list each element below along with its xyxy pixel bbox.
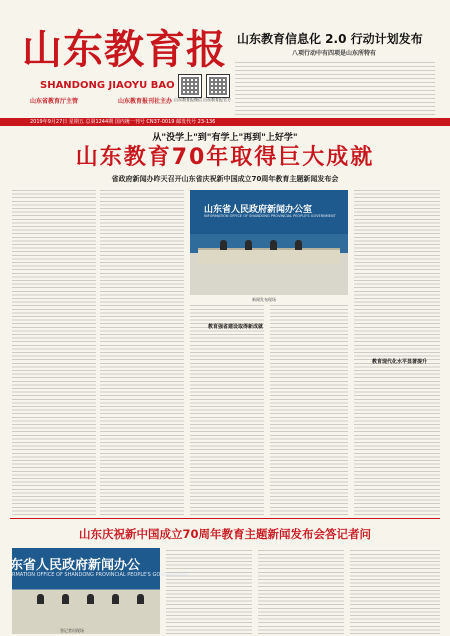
press-conference-photo[interactable]	[190, 190, 348, 295]
lead-article-title[interactable]: 山东教育信息化 2.0 行动计划发布	[237, 32, 423, 46]
article-column	[166, 548, 252, 634]
article-column	[12, 190, 96, 515]
speaker-figure	[87, 594, 94, 604]
speaker-figure	[245, 240, 252, 250]
sponsor-left: 山东省教育厅主管	[30, 98, 79, 105]
bottom-headline[interactable]: 山东庆祝新中国成立70周年教育主题新闻发布会答记者问	[78, 527, 371, 541]
speaker-figure	[62, 594, 69, 604]
photo-banner: 东省人民政府新闻办公	[10, 558, 141, 573]
main-deck: 省政府新闻办昨天召开山东省庆祝新中国成立70周年教育主题新闻发布会	[111, 175, 339, 183]
photo-caption: 新闻发布现场	[252, 297, 276, 302]
article-column	[354, 190, 440, 515]
speaker-figure	[270, 240, 277, 250]
sponsor-right: 山东教育报刊社主办	[118, 98, 173, 105]
photo-banner-en: RMATION OFFICE OF SHANDONG PROVINCIAL PEOPLE'S GOVERNMENT	[12, 572, 189, 578]
main-headline[interactable]: 山东教育70年取得巨大成就	[75, 145, 375, 170]
dateline: 2019年9月27日 星期五 总第1244期 国内统一刊号 CN37-0019 邮发代号 23-136	[0, 118, 450, 126]
newspaper-logo: 山东教育报	[22, 26, 227, 73]
section-subhead: 教育现代化水平显著提升	[372, 359, 428, 365]
section-subhead: 教育强省建设取得新成就	[208, 324, 264, 330]
speaker-figure	[137, 594, 144, 604]
section-divider	[10, 518, 440, 519]
article-column	[190, 305, 264, 515]
speaker-figure	[295, 240, 302, 250]
article-column	[350, 548, 440, 634]
qr-code-icon	[178, 74, 202, 98]
article-column	[258, 548, 344, 634]
article-column	[100, 190, 184, 515]
qa-session-photo[interactable]	[10, 548, 189, 634]
main-kicker: 从"没学上"到"有学上"再到"上好学"	[152, 133, 298, 143]
speaker-figure	[220, 240, 227, 250]
lead-article-body	[235, 60, 435, 115]
masthead	[0, 0, 450, 118]
speaker-figure	[112, 594, 119, 604]
qr-caption-left: 山东教育报微信	[174, 97, 202, 102]
qr-code-icon	[206, 74, 230, 98]
lead-article-subtitle: 八项行动中有四项是山东所特有	[292, 50, 377, 57]
newspaper-logo-en: SHANDONG JIAOYU BAO	[40, 80, 175, 91]
qr-caption-right: 山东教育报官方	[203, 97, 231, 102]
article-column	[270, 305, 348, 515]
photo-banner-en: INFORMATION OFFICE OF SHANDONG PROVINCIAL PEOPLE'S GOVERNMENT	[204, 214, 336, 218]
photo-caption: 答记者问现场	[60, 628, 84, 633]
photo-banner: 山东省人民政府新闻办公室	[204, 205, 313, 215]
speaker-figure	[37, 594, 44, 604]
podium-table	[198, 248, 340, 264]
